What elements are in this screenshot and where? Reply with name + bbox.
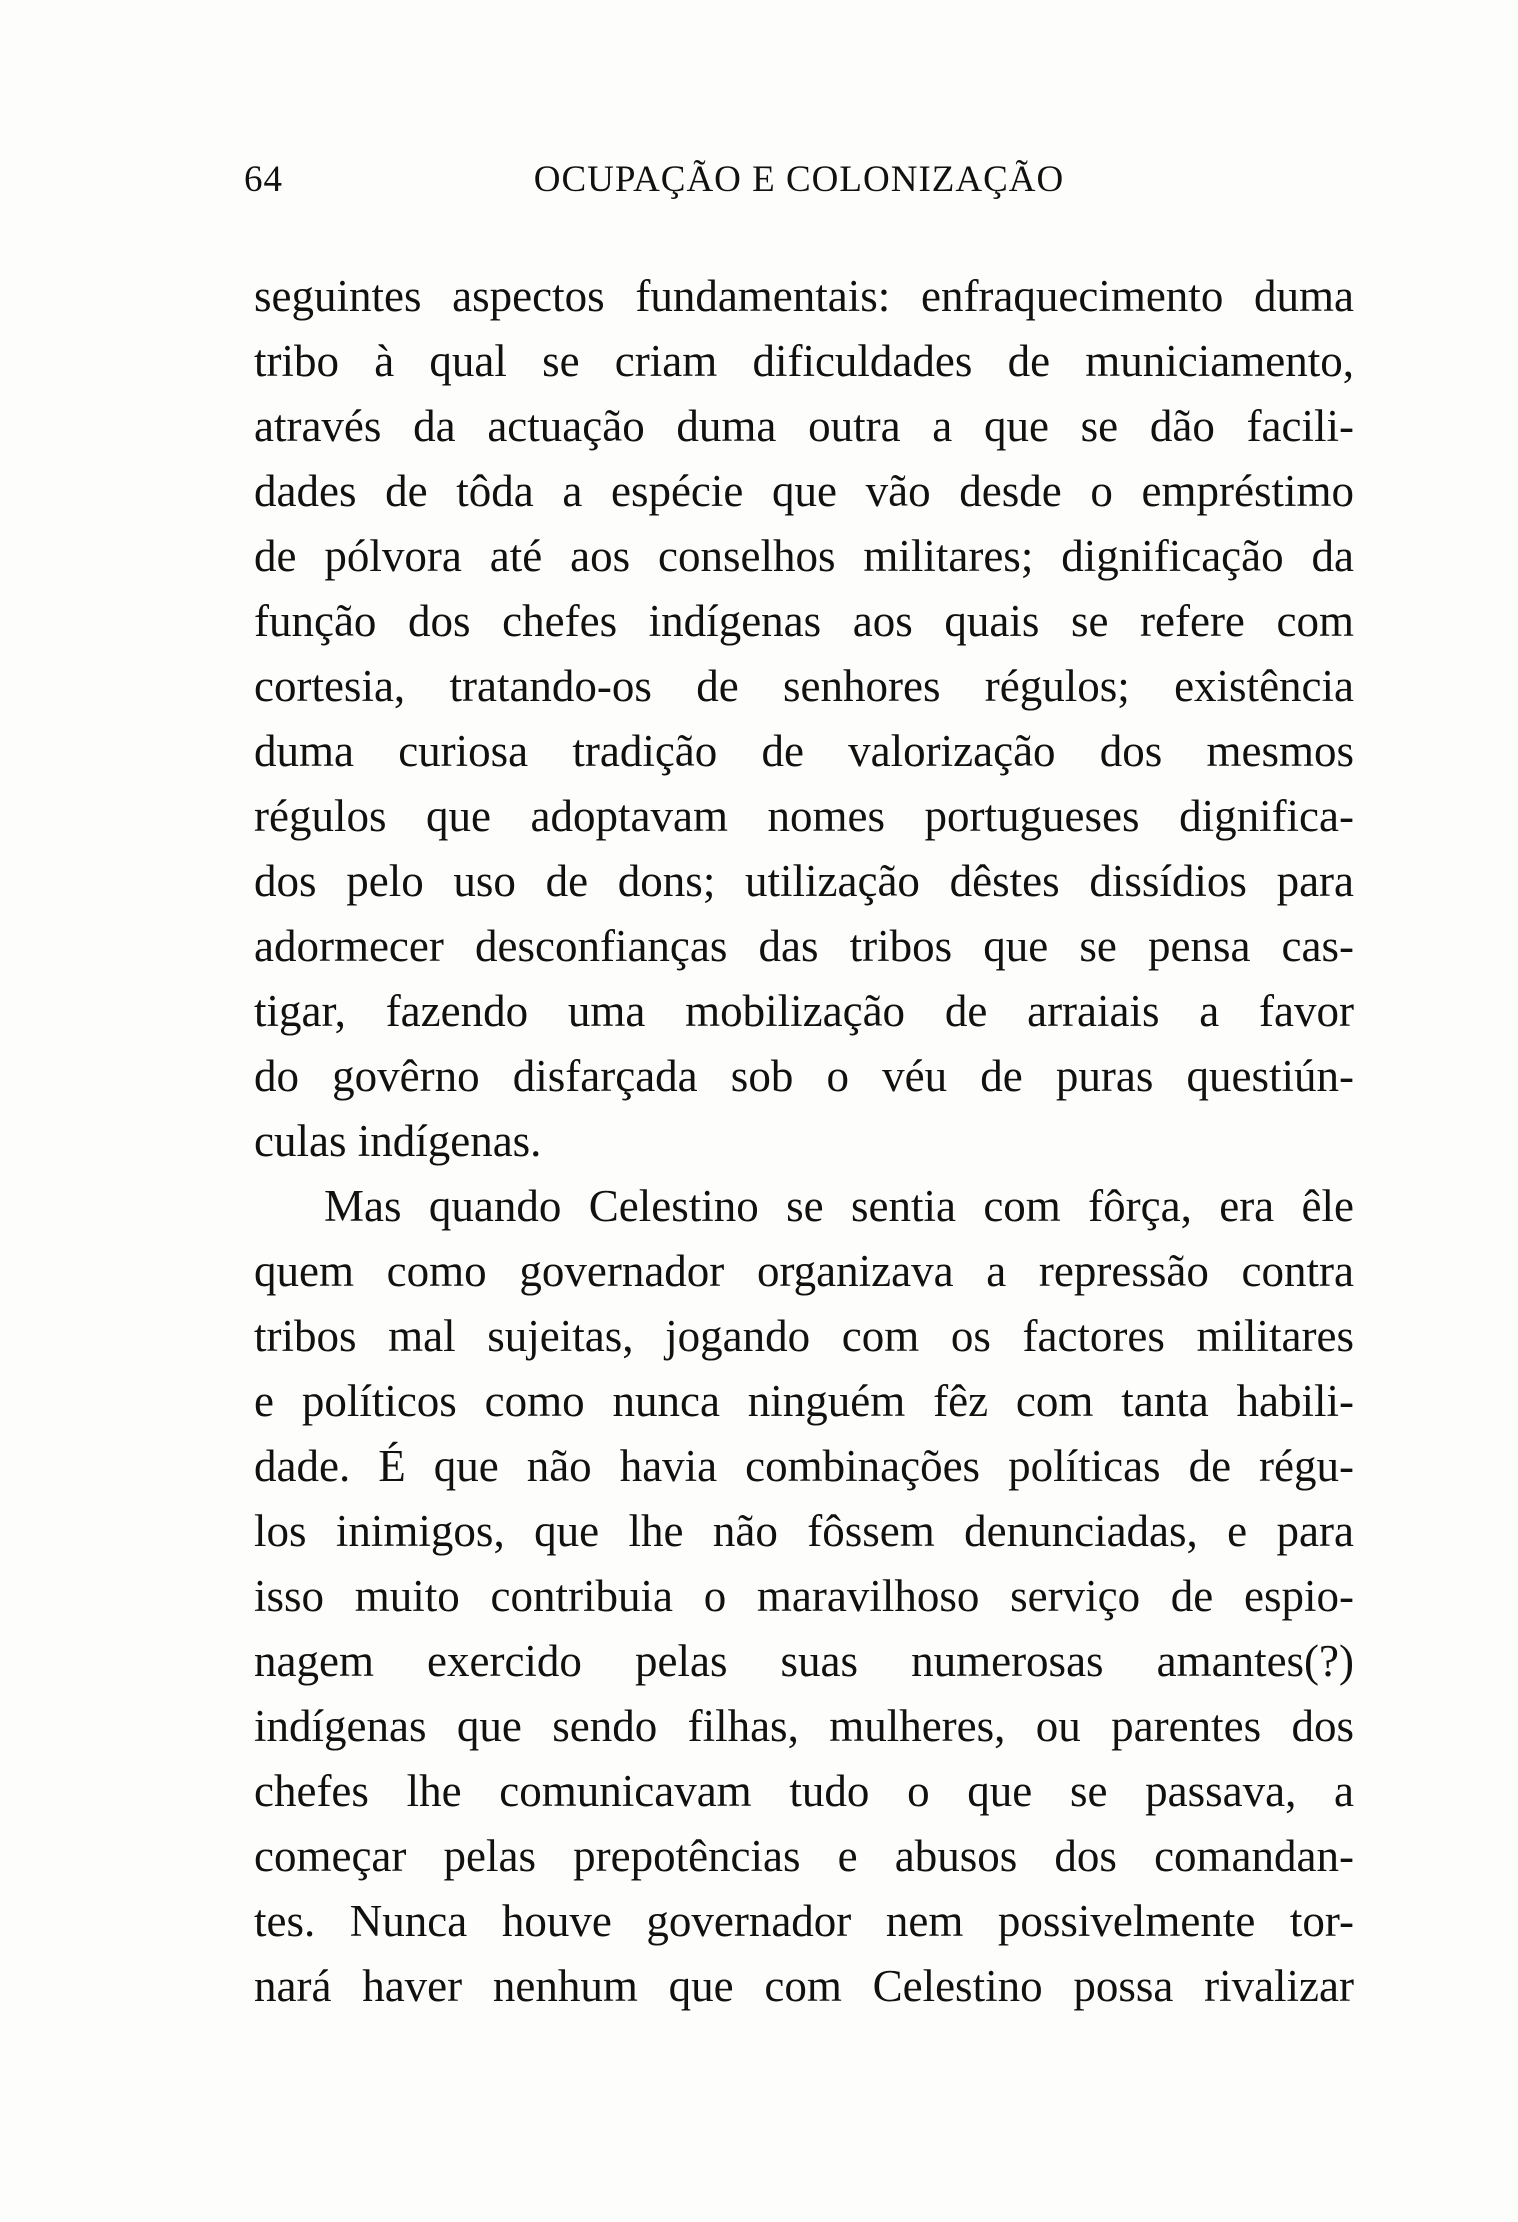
running-title: OCUPAÇÃO E COLONIZAÇÃO bbox=[533, 159, 1065, 200]
text-line: culas indígenas. bbox=[254, 1116, 542, 1166]
text-line: de pólvora até aos conselhos militares; dignificação da bbox=[254, 531, 1354, 581]
text-line: duma curiosa tradição de valorização dos mesmos bbox=[254, 726, 1354, 776]
text-line: quem como governador organizava a repressão contra bbox=[254, 1246, 1354, 1296]
text-line: nará haver nenhum que com Celestino possa rivalizar bbox=[254, 1961, 1354, 2011]
text-line: tigar, fazendo uma mobilização de arraiais a favor bbox=[254, 986, 1354, 1036]
text-line: e políticos como nunca ninguém fêz com tanta habili- bbox=[254, 1376, 1354, 1426]
text-line: chefes lhe comunicavam tudo o que se passava, a bbox=[254, 1766, 1354, 1816]
text-line: nagem exercido pelas suas numerosas amantes(?) bbox=[254, 1636, 1354, 1686]
text-line: adormecer desconfianças das tribos que se pensa cas- bbox=[254, 921, 1354, 971]
text-line: começar pelas prepotências e abusos dos comandan- bbox=[254, 1831, 1354, 1881]
text-line: isso muito contribuia o maravilhoso serviço de espio- bbox=[254, 1571, 1354, 1621]
body-text bbox=[254, 264, 1354, 2019]
text-line: dos pelo uso de dons; utilização dêstes dissídios para bbox=[254, 856, 1354, 906]
text-line: seguintes aspectos fundamentais: enfraquecimento duma bbox=[254, 271, 1354, 321]
text-line: Mas quando Celestino se sentia com fôrça, era êle bbox=[324, 1181, 1354, 1231]
paragraph-2 bbox=[254, 1174, 1354, 2019]
running-head bbox=[244, 150, 1354, 210]
text-line: através da actuação duma outra a que se dão facili- bbox=[254, 401, 1354, 451]
text-line: tribo à qual se criam dificuldades de municiamento, bbox=[254, 336, 1354, 386]
text-line: cortesia, tratando-os de senhores régulos; existência bbox=[254, 661, 1354, 711]
text-line: função dos chefes indígenas aos quais se refere com bbox=[254, 596, 1354, 646]
text-line: do govêrno disfarçada sob o véu de puras questiún- bbox=[254, 1051, 1354, 1101]
text-line: tribos mal sujeitas, jogando com os factores militares bbox=[254, 1311, 1354, 1361]
paragraph-1 bbox=[254, 264, 1354, 1174]
text-line: indígenas que sendo filhas, mulheres, ou parentes dos bbox=[254, 1701, 1354, 1751]
text-line: tes. Nunca houve governador nem possivelmente tor- bbox=[254, 1896, 1354, 1946]
text-line: dade. É que não havia combinações políticas de régu- bbox=[254, 1441, 1354, 1491]
page-number: 64 bbox=[244, 159, 283, 200]
text-line: los inimigos, que lhe não fôssem denunciadas, e para bbox=[254, 1506, 1354, 1556]
text-line: dades de tôda a espécie que vão desde o empréstimo bbox=[254, 466, 1354, 516]
text-line: régulos que adoptavam nomes portugueses dignifica- bbox=[254, 791, 1354, 841]
